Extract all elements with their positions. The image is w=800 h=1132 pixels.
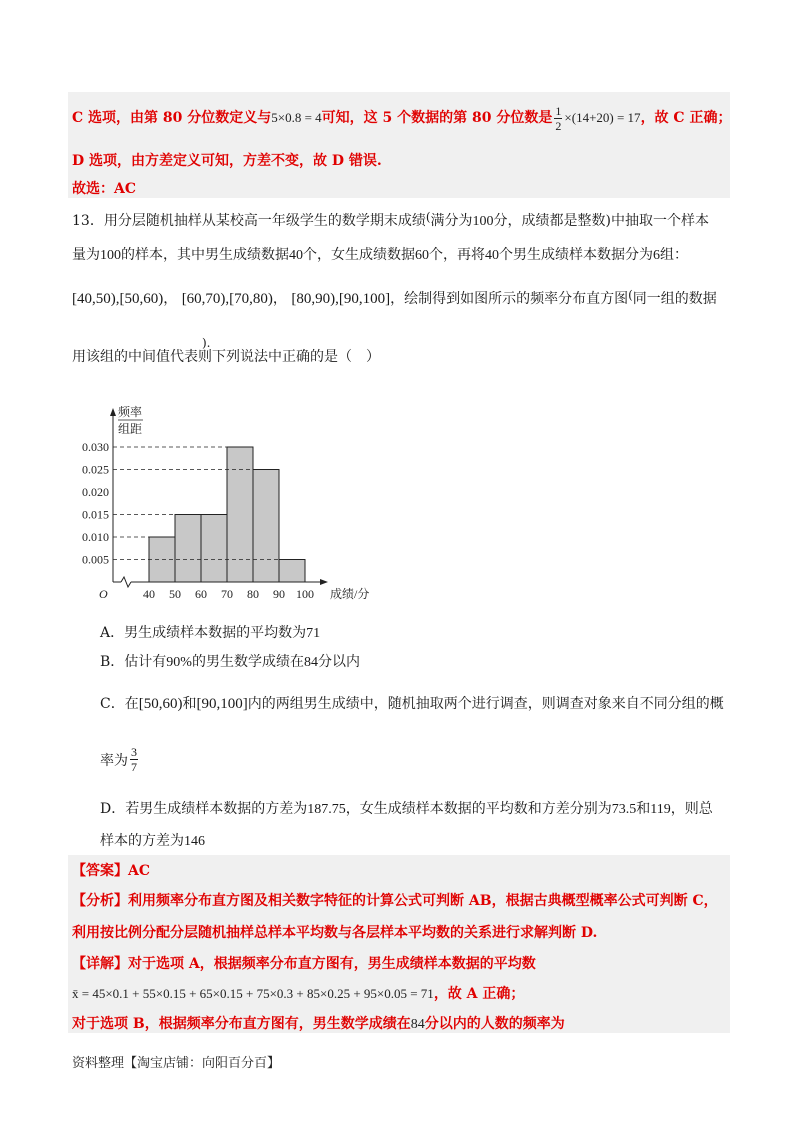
q13-l2-e: 个男生成绩样本数据分为 — [499, 247, 653, 263]
q13-l1-a: 13．用分层随机抽样从某校高一年级学生的数学期末成绩 — [72, 213, 426, 229]
analysis-line2: 利用按比例分配分层随机抽样总样本平均数与各层样本平均数的关系进行求解判断 D. — [72, 925, 598, 941]
origin-label: O — [99, 587, 108, 601]
option-c-line2-pre: 率为 — [100, 752, 128, 769]
histogram-bar — [201, 515, 227, 583]
q13-l3-end: 同一组的数据 — [632, 291, 717, 307]
y-tick-label: 0.010 — [82, 530, 109, 544]
option-a — [100, 622, 320, 642]
detail-line1: 【详解】对于选项 A，根据频率分布直方图有，男生成绩样本数据的平均数 — [72, 956, 536, 972]
option-a-value: 71 — [306, 626, 321, 641]
x-axis-label: 成绩/分 — [330, 587, 370, 601]
mean-formula-post: ，故 A 正确； — [433, 986, 525, 1002]
solution-c-post: ，故 C 正确； — [640, 110, 732, 126]
y-axis-label-top: 频率 — [118, 405, 143, 419]
mean-formula-line — [72, 983, 524, 1003]
option-c-and: 和 — [182, 696, 197, 712]
solution-c-mid: 可知，这 5 个数据的第 80 分位数是 — [321, 110, 553, 126]
fraction-numerator: 1 — [555, 103, 562, 118]
option-c-fraction — [130, 746, 138, 773]
option-a-text: A．男生成绩样本数据的平均数为 — [100, 625, 307, 641]
q13-l2-d: 个，再将 — [429, 247, 485, 263]
q13-l4-end: 则下列说法中正确的是（ ） — [198, 349, 380, 365]
option-d-line2-pre: 样本的方差为 — [100, 833, 184, 849]
option-c-group2: [90,100] — [196, 696, 248, 712]
option-c-post: 内的两组男生成绩中，随机抽取两个进行调查，则调查对象来自不同分组的概 — [247, 696, 724, 712]
x-tick-label: 100 — [296, 587, 314, 601]
option-c-line2 — [100, 746, 140, 773]
x-tick-label: 60 — [195, 587, 207, 601]
q13-line3 — [72, 288, 717, 308]
q13-line2 — [72, 244, 688, 264]
x-axis-break — [121, 577, 131, 587]
mean-formula: x̄ = 45×0.1 + 55×0.15 + 65×0.15 + 75×0.3 + 85×0.25 + 95×0.05 = 71 — [72, 986, 434, 1001]
option-b-value: 84 — [303, 655, 318, 670]
option-c — [100, 693, 724, 713]
q13-comma-1: ， — [163, 291, 178, 307]
option-c-group1: [50,60) — [138, 696, 183, 712]
option-c-frac-den: 7 — [131, 760, 137, 774]
option-b-percent: 90% — [166, 655, 192, 670]
q13-l1-v1: 100 — [472, 214, 494, 229]
solution-d-line: D 选项，由方差定义可知，方差不变，故 D 错误. — [72, 153, 382, 169]
y-tick-label: 0.005 — [82, 552, 109, 567]
q13-l1-paren: ( — [425, 210, 431, 224]
q13-l1-d: 中抽取一个样本 — [610, 213, 709, 229]
x-tick-label: 50 — [169, 587, 181, 601]
q13-l3-text: ，绘制得到如图所示的频率分布直方图 — [390, 291, 629, 307]
y-axis-label-bottom: 组距 — [118, 422, 143, 436]
option-d-v2: 73.5 — [611, 802, 637, 817]
y-tick-label: 0.015 — [82, 507, 109, 522]
q13-l2-f: 组： — [660, 247, 688, 263]
q13-groups-2: [60,70),[70,80) — [181, 291, 273, 307]
option-b-mid: 的男生数学成绩在 — [191, 654, 304, 670]
option-d — [100, 798, 713, 818]
q13-l2-c: 个，女生成绩数据 — [303, 247, 415, 263]
q13-groups-3: [80,90),[90,100] — [291, 291, 391, 307]
q13-l2-a: 量为 — [72, 247, 100, 263]
solution-c-expr1: 5×0.8 = 4 — [271, 110, 322, 125]
q13-l2-v4: 40 — [485, 248, 499, 263]
q13-l2-b: 的样本，其中男生成绩数据 — [121, 247, 289, 263]
q13-line4 — [72, 336, 380, 366]
q13-l1-c: 分，成绩都是整数 — [493, 213, 606, 229]
solution-choice: 故选：AC — [72, 181, 137, 197]
solution-c-line — [72, 104, 731, 132]
detail-b-value: 84 — [410, 1017, 425, 1032]
option-d-mid: ，女生成绩样本数据的平均数和方差分别为 — [345, 801, 612, 817]
frequency-histogram — [68, 402, 388, 612]
x-tick-label: 70 — [221, 587, 233, 601]
option-d-line2 — [100, 830, 205, 850]
answer-block — [68, 855, 730, 1033]
y-axis-arrow — [110, 408, 116, 416]
detail-b-line — [72, 1013, 565, 1033]
x-tick-label: 80 — [247, 587, 259, 601]
y-tick-label: 0.030 — [82, 440, 109, 454]
option-c-pre: C．在 — [100, 696, 139, 712]
option-d-post: ，则总 — [670, 801, 713, 817]
option-b — [100, 651, 360, 671]
q13-l4-text: 用该组的中间值代表 — [72, 349, 198, 365]
option-b-post: 分以内 — [317, 654, 360, 670]
histogram-bar — [227, 447, 253, 582]
y-tick-label: 0.025 — [82, 462, 109, 477]
q13-l2-v3: 60 — [415, 248, 429, 263]
q13-l2-v2: 40 — [289, 248, 303, 263]
detail-b-pre: 对于选项 B，根据频率分布直方图有，男生数学成绩在 — [72, 1016, 411, 1032]
x-tick-label: 90 — [273, 587, 285, 601]
option-c-frac-num: 3 — [131, 745, 137, 759]
analysis-line1: 【分析】利用频率分布直方图及相关数字特征的计算公式可判断 AB，根据古典概型概率公式可判断 C， — [72, 893, 718, 909]
fraction-half — [554, 105, 562, 132]
y-tick-label: 0.020 — [82, 485, 109, 499]
q13-line1 — [72, 210, 709, 230]
option-d-v1: 187.75 — [307, 802, 346, 817]
option-b-pre: B．估计有 — [100, 654, 167, 670]
answer-line: 【答案】AC — [72, 863, 151, 879]
option-d-line2-value: 146 — [184, 834, 205, 849]
histogram-bar — [175, 515, 201, 583]
q13-l3-paren: ( — [628, 288, 633, 302]
q13-l1-b: 满分为 — [430, 213, 473, 229]
q13-l2-v5: 6 — [653, 248, 660, 263]
solution-c-pre: C 选项，由第 80 分位数定义与 — [72, 110, 272, 126]
option-d-and: 和 — [636, 801, 651, 817]
x-axis-arrow — [320, 579, 328, 585]
solution-c-expr2: ×(14+20) = 17 — [564, 110, 641, 125]
q13-l1-close: ) — [605, 213, 611, 229]
detail-b-post: 分以内的人数的频率为 — [424, 1016, 565, 1032]
histogram-bar — [279, 560, 305, 583]
fraction-denominator: 2 — [555, 118, 562, 133]
histogram-bar — [253, 470, 279, 583]
q13-l4-close: ). — [202, 336, 211, 350]
q13-l2-v1: 100 — [100, 248, 121, 263]
q13-comma-2: ， — [272, 291, 287, 307]
option-d-v3: 119 — [650, 802, 671, 817]
x-tick-label: 40 — [143, 587, 155, 601]
q13-groups-1: [40,50),[50,60) — [72, 291, 164, 307]
footer-source: 资料整理【淘宝店铺：向阳百分百】 — [72, 1056, 281, 1071]
option-d-pre: D．若男生成绩样本数据的方差为 — [100, 801, 308, 817]
